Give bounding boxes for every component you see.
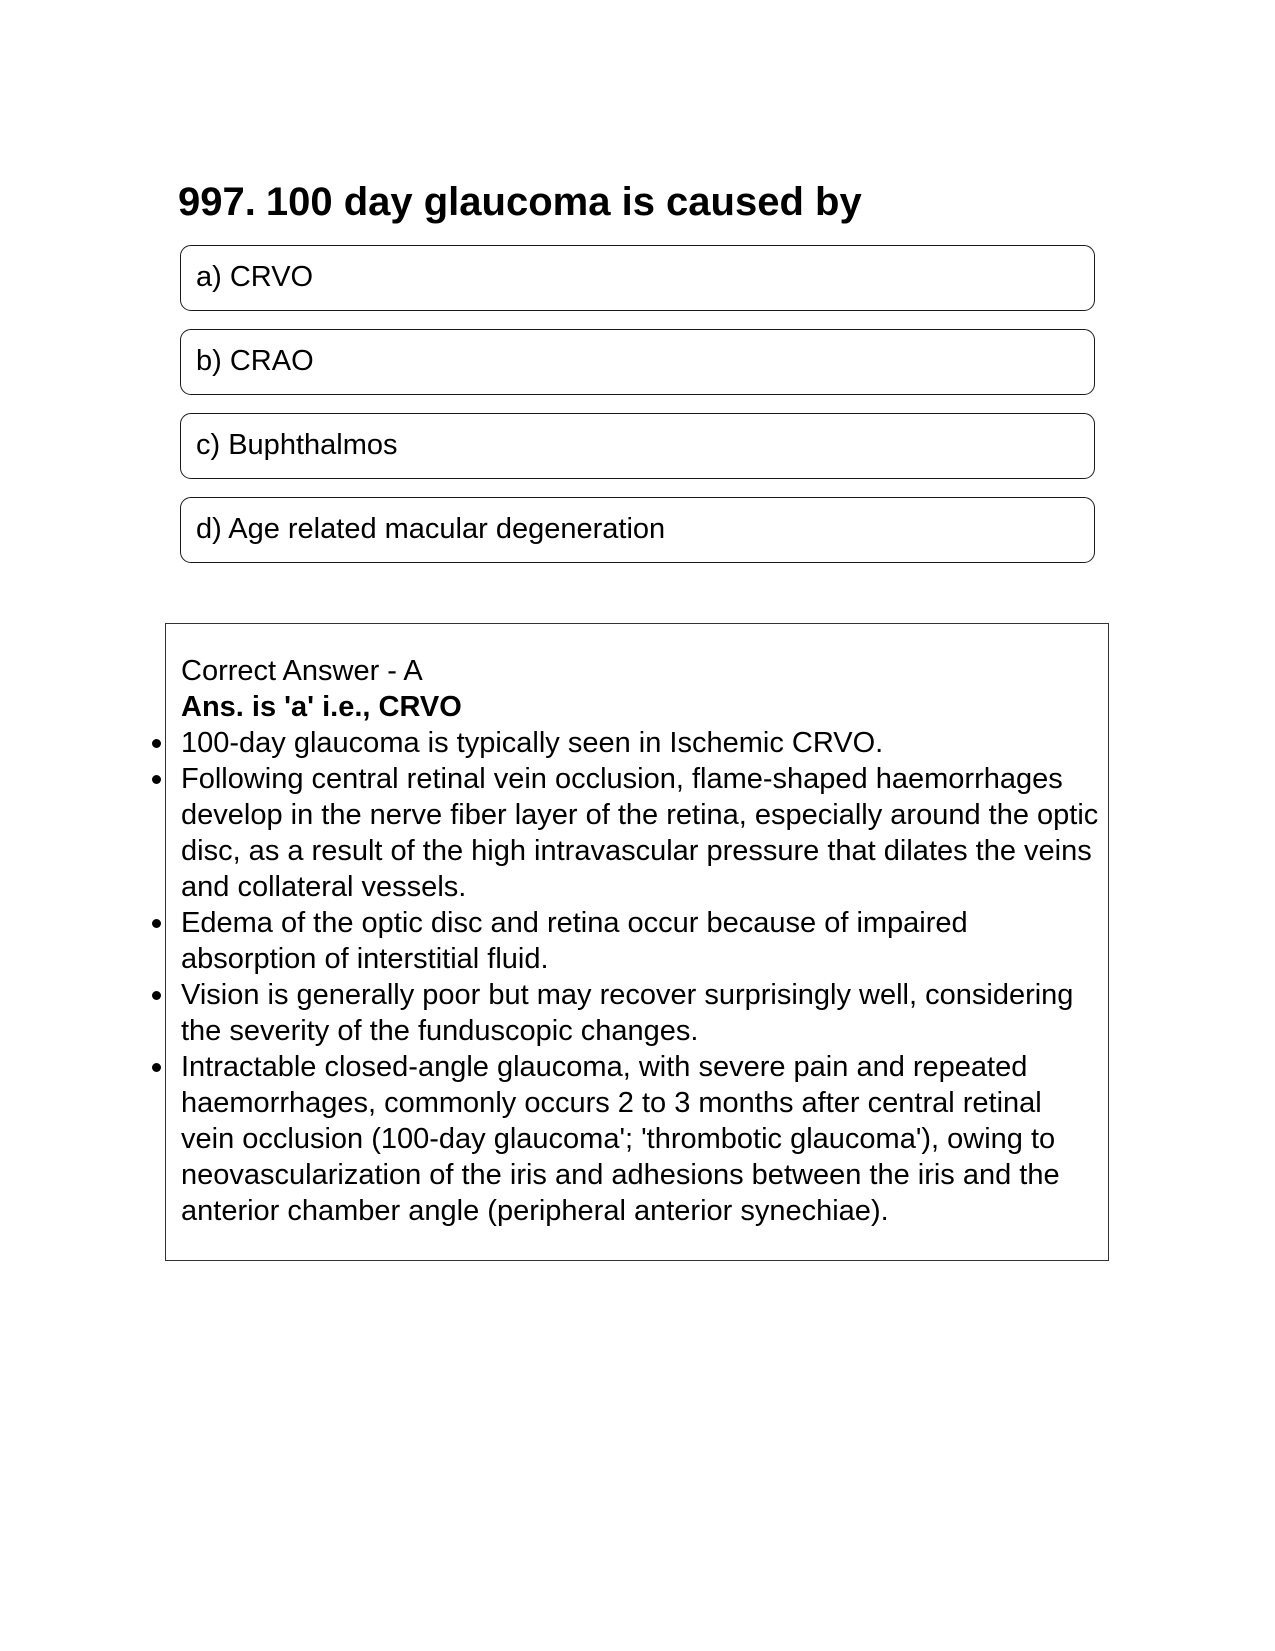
list-item-text: Vision is generally poor but may recover surprisingly well, considering the severity of the funduscopic changes. [181,979,1074,1047]
list-item-text: 100-day glaucoma is typically seen in Ischemic CRVO. [181,727,884,759]
option-c[interactable]: c) Buphthalmos [180,413,1095,479]
list-item [181,905,1101,977]
list-item [181,977,1101,1049]
list-item-text: Following central retinal vein occlusion, flame-shaped haemorrhages develop in the nerve fiber layer of the retina, especially around the optic disc, as a result of the high intravascular pressure that dilates the veins and collateral vessels. [181,763,1099,903]
explanation-list [181,725,1101,1229]
bullet-icon [152,739,161,748]
question-text: 100 day glaucoma is caused by [265,180,862,224]
question-number: 997. [178,180,256,224]
option-d[interactable]: d) Age related macular degeneration [180,497,1095,563]
bullet-icon [152,991,161,1000]
option-b[interactable]: b) CRAO [180,329,1095,395]
option-a[interactable]: a) CRVO [180,245,1095,311]
question-title [178,176,862,228]
list-item [181,725,1101,761]
bullet-icon [152,1063,161,1072]
answer-statement: Ans. is 'a' i.e., CRVO [181,691,462,723]
list-item [181,761,1101,905]
answer-explanation [181,653,1101,1229]
list-item [181,1049,1101,1229]
list-item-text: Edema of the optic disc and retina occur because of impaired absorption of interstitial fluid. [181,907,968,975]
bullet-icon [152,775,161,784]
bullet-icon [152,919,161,928]
list-item-text: Intractable closed-angle glaucoma, with severe pain and repeated haemorrhages, commonly occurs 2 to 3 months after central retinal vein occlusion (100-day glaucoma'; 'thrombotic glaucoma'), owing to neovascularization of the iris and adhesions between the iris and the anterior chamber angle (peripheral anterior synechiae). [181,1051,1060,1227]
correct-answer-label: Correct Answer - A [181,655,423,687]
